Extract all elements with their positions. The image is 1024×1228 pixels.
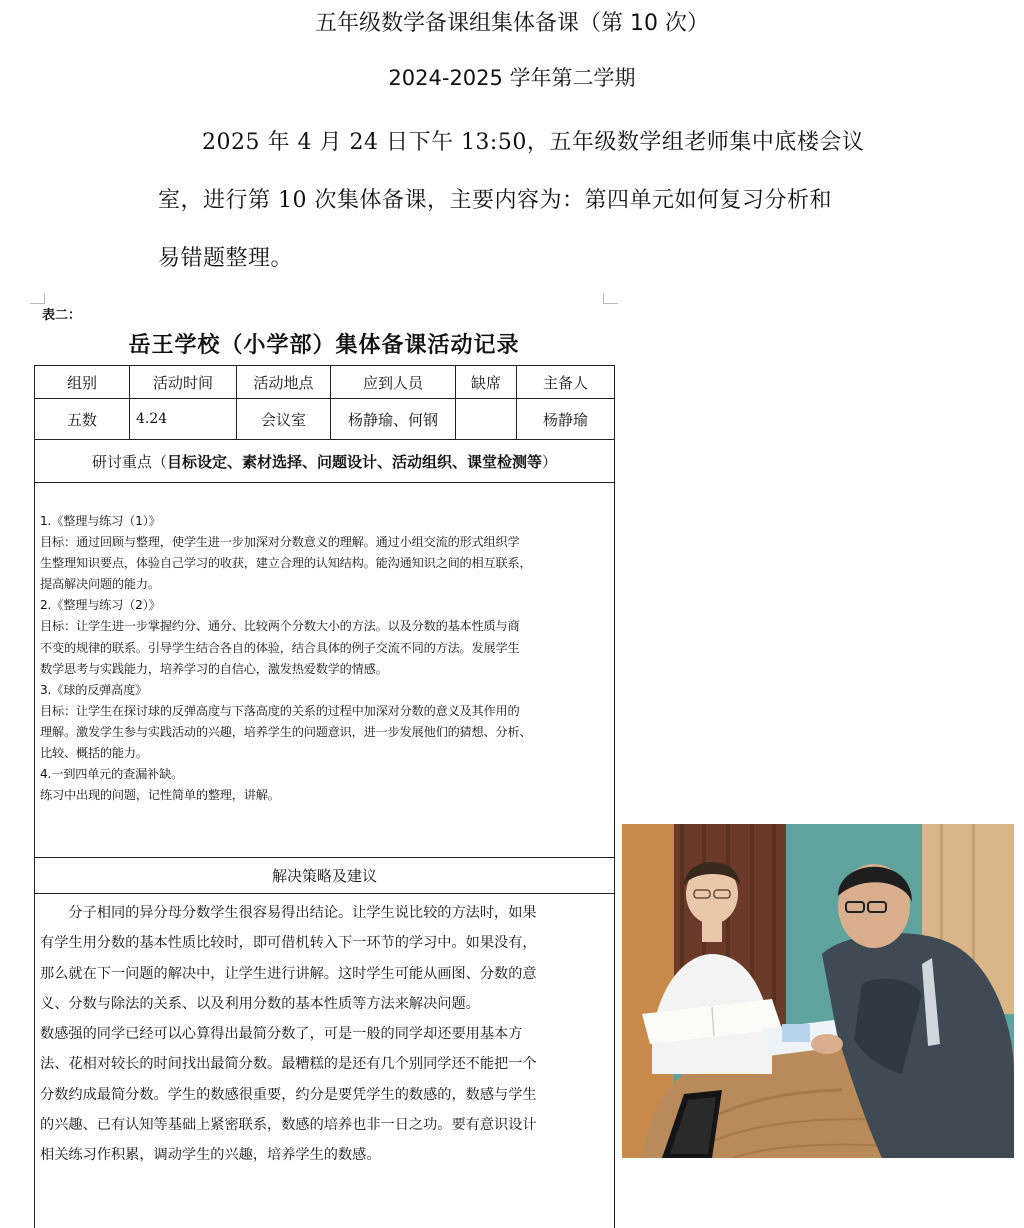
content-line: 目标：让学生在探讨球的反弹高度与下落高度的关系的过程中加深对分数的意义及其作用的	[40, 701, 608, 722]
content-line: 1.《整理与练习（1）》	[40, 511, 608, 532]
document-term: 2024-2025 学年第二学期	[0, 62, 1024, 94]
intro-paragraph	[158, 114, 878, 288]
content-line: 目标：通过回顾与整理，使学生进一步加深对分数意义的理解。通过小组交流的形式组织学	[40, 532, 608, 553]
strategy-line: 分数约成最简分数。学生的数感很重要，约分是要凭学生的数感的，数感与学生	[40, 1080, 608, 1110]
meeting-photo-illustration	[622, 824, 1014, 1158]
intro-line: 2025 年 4 月 24 日下午 13:50，五年级数学组老师集中底楼会议	[158, 114, 878, 172]
intro-line: 易错题整理。	[158, 230, 878, 288]
focus-content-row	[35, 483, 615, 858]
document-title: 五年级数学备课组集体备课（第 10 次）	[0, 8, 1024, 40]
strategy-line: 那么就在下一问题的解决中，让学生进行讲解。这时学生可能从画图、分数的意	[40, 959, 608, 989]
record-title: 岳王学校（小学部）集体备课活动记录	[34, 328, 614, 359]
value-cell: 会议室	[237, 399, 331, 440]
content-line: 3.《球的反弹高度》	[40, 680, 608, 701]
focus-heading-row	[35, 440, 615, 483]
content-line: 提高解决问题的能力。	[40, 574, 608, 595]
focus-content	[35, 483, 615, 858]
content-line: 生整理知识要点，体验自己学习的收获，建立合理的认知结构。能沟通知识之间的相互联系，	[40, 553, 608, 574]
strategy-line: 分子相同的异分母分数学生很容易得出结论。让学生说比较的方法时，如果	[40, 898, 608, 928]
table-header-row	[35, 366, 615, 399]
header-cell: 应到人员	[331, 366, 456, 399]
strategy-heading-row	[35, 858, 615, 894]
strategy-line: 有学生用分数的基本性质比较时，即可借机转入下一环节的学习中。如果没有，	[40, 928, 608, 958]
strategy-line: 义、分数与除法的关系、以及利用分数的基本性质等方法来解决问题。	[40, 989, 608, 1019]
table-value-row	[35, 399, 615, 440]
strategy-content-row	[35, 894, 615, 1228]
meeting-photo	[622, 824, 1014, 1158]
page-corner-mark	[30, 293, 45, 304]
header-cell: 缺席	[456, 366, 517, 399]
header-cell: 活动地点	[237, 366, 331, 399]
intro-line: 室，进行第 10 次集体备课，主要内容为：第四单元如何复习分析和	[158, 172, 878, 230]
value-cell: 杨静瑜	[517, 399, 615, 440]
strategy-line: 法、花相对较长的时间找出最简分数。最糟糕的是还有几个别同学还不能把一个	[40, 1049, 608, 1079]
strategy-line: 数感强的同学已经可以心算得出最简分数了，可是一般的同学却还要用基本方	[40, 1019, 608, 1049]
value-cell: 4.24	[130, 399, 237, 440]
value-cell: 杨静瑜、何钢	[331, 399, 456, 440]
content-line: 不变的规律的联系。引导学生结合各自的体验，结合具体的例子交流不同的方法。发展学生	[40, 638, 608, 659]
content-line: 目标：让学生进一步掌握约分、通分、比较两个分数大小的方法。以及分数的基本性质与商	[40, 616, 608, 637]
content-line: 理解。激发学生参与实践活动的兴趣，培养学生的问题意识，进一步发展他们的猜想、分析、	[40, 722, 608, 743]
value-cell: 五数	[35, 399, 130, 440]
strategy-line: 的兴趣、已有认知等基础上紧密联系，数感的培养也非一日之功。要有意识设计	[40, 1110, 608, 1140]
header-cell: 组别	[35, 366, 130, 399]
content-line: 2.《整理与练习（2）》	[40, 595, 608, 616]
strategy-line: 相关练习作积累，调动学生的兴趣，培养学生的数感。	[40, 1140, 608, 1170]
table-number-label: 表二：	[42, 304, 81, 323]
content-line: 4.一到四单元的查漏补缺。	[40, 764, 608, 785]
focus-heading: 研讨重点（目标设定、素材选择、问题设计、活动组织、课堂检测等）	[35, 440, 615, 483]
content-line: 比较、概括的能力。	[40, 743, 608, 764]
page-corner-mark	[603, 293, 618, 304]
content-line: 练习中出现的问题，记性简单的整理，讲解。	[40, 785, 608, 806]
record-table	[34, 365, 615, 1228]
content-line: 数学思考与实践能力，培养学习的自信心，激发热爱数学的情感。	[40, 659, 608, 680]
value-cell	[456, 399, 517, 440]
strategy-heading: 解决策略及建议	[35, 858, 615, 894]
header-cell: 活动时间	[130, 366, 237, 399]
header-cell: 主备人	[517, 366, 615, 399]
strategy-content	[35, 894, 615, 1228]
